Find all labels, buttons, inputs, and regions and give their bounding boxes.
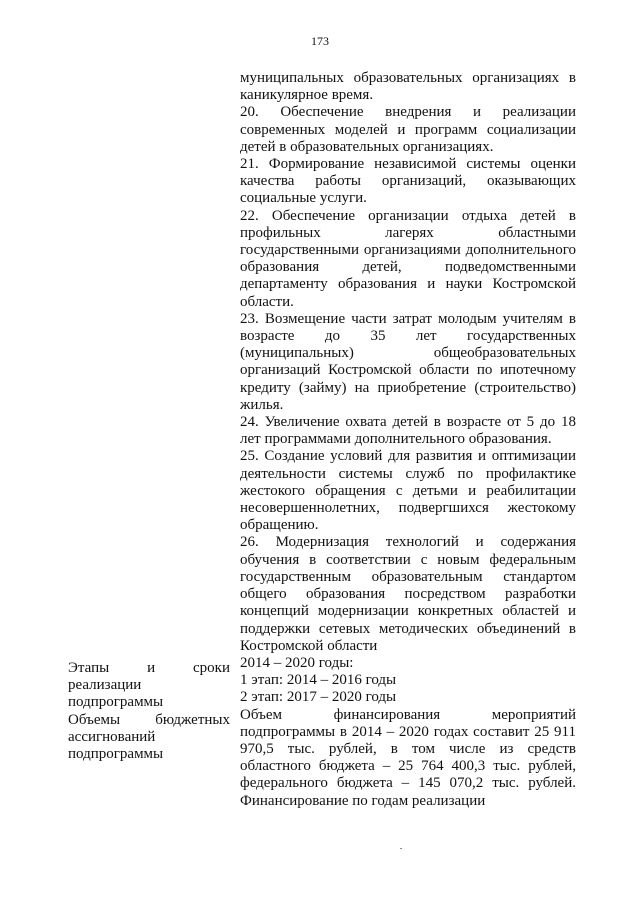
right-column	[240, 70, 576, 810]
budget-text: Объем финансирования мероприятий подпрограммы в 2014 – 2020 годах составит 25 911 970,5 тыс. рублей, в том числе из средств областного бюджета – 25 764 400,3 тыс. рублей, федерального бюджета – 145 070,2 тыс. рублей. Финансирование по годам реализации	[240, 706, 576, 809]
item-23: 23. Возмещение части затрат молодым учителям в возрасте до 35 лет государственных (муниципальных) общеобразовательных организаций Костромской области по ипотечному кредиту (займу) на приобретение (строительство) жилья.	[240, 310, 576, 413]
stages-label: Этапы и сроки реализации подпрограммы	[68, 660, 230, 711]
item-25: 25. Создание условий для развития и оптимизации деятельности системы служб по профилактике жестокого обращения с детьми и реабилитации несовершеннолетних, подвергшихся жестокому обращению.	[240, 448, 576, 534]
budget-label-cell	[68, 712, 230, 764]
item-22: 22. Обеспечение организации отдыха детей в профильных лагерях областными государственными организациями дополнительного образования детей, подведомственными департаменту образования и науки Костромской области.	[240, 207, 576, 310]
item-24: 24. Увеличение охвата детей в возрасте от 5 до 18 лет программами дополнительного образования.	[240, 414, 576, 448]
stage-2: 2 этап: 2017 – 2020 годы	[240, 689, 397, 706]
stages-years: 2014 – 2020 годы:	[240, 654, 354, 671]
stages-label-cell	[68, 660, 230, 712]
item-21: 21. Формирование независимой системы оценки качества работы организаций, оказывающих социальные услуги.	[240, 156, 576, 207]
page-number: 173	[311, 34, 329, 48]
budget-label: Объемы бюджетных ассигнований подпрограммы	[68, 712, 230, 763]
item-20: 20. Обеспечение внедрения и реализации современных моделей и программ социализации детей в образовательных организациях.	[240, 104, 576, 155]
stage-1: 1 этап: 2014 – 2016 годы	[240, 672, 397, 689]
item-19-continuation: муниципальных образовательных организациях в каникулярное время.	[240, 70, 576, 104]
scan-dot	[400, 848, 402, 849]
item-26: 26. Модернизация технологий и содержания обучения в соответствии с новым федеральным государственным образовательным стандартом общего образования посредством разработки концепций модернизации конкретных областей и поддержки сетевых методических объединений в Костромской области	[240, 534, 576, 654]
